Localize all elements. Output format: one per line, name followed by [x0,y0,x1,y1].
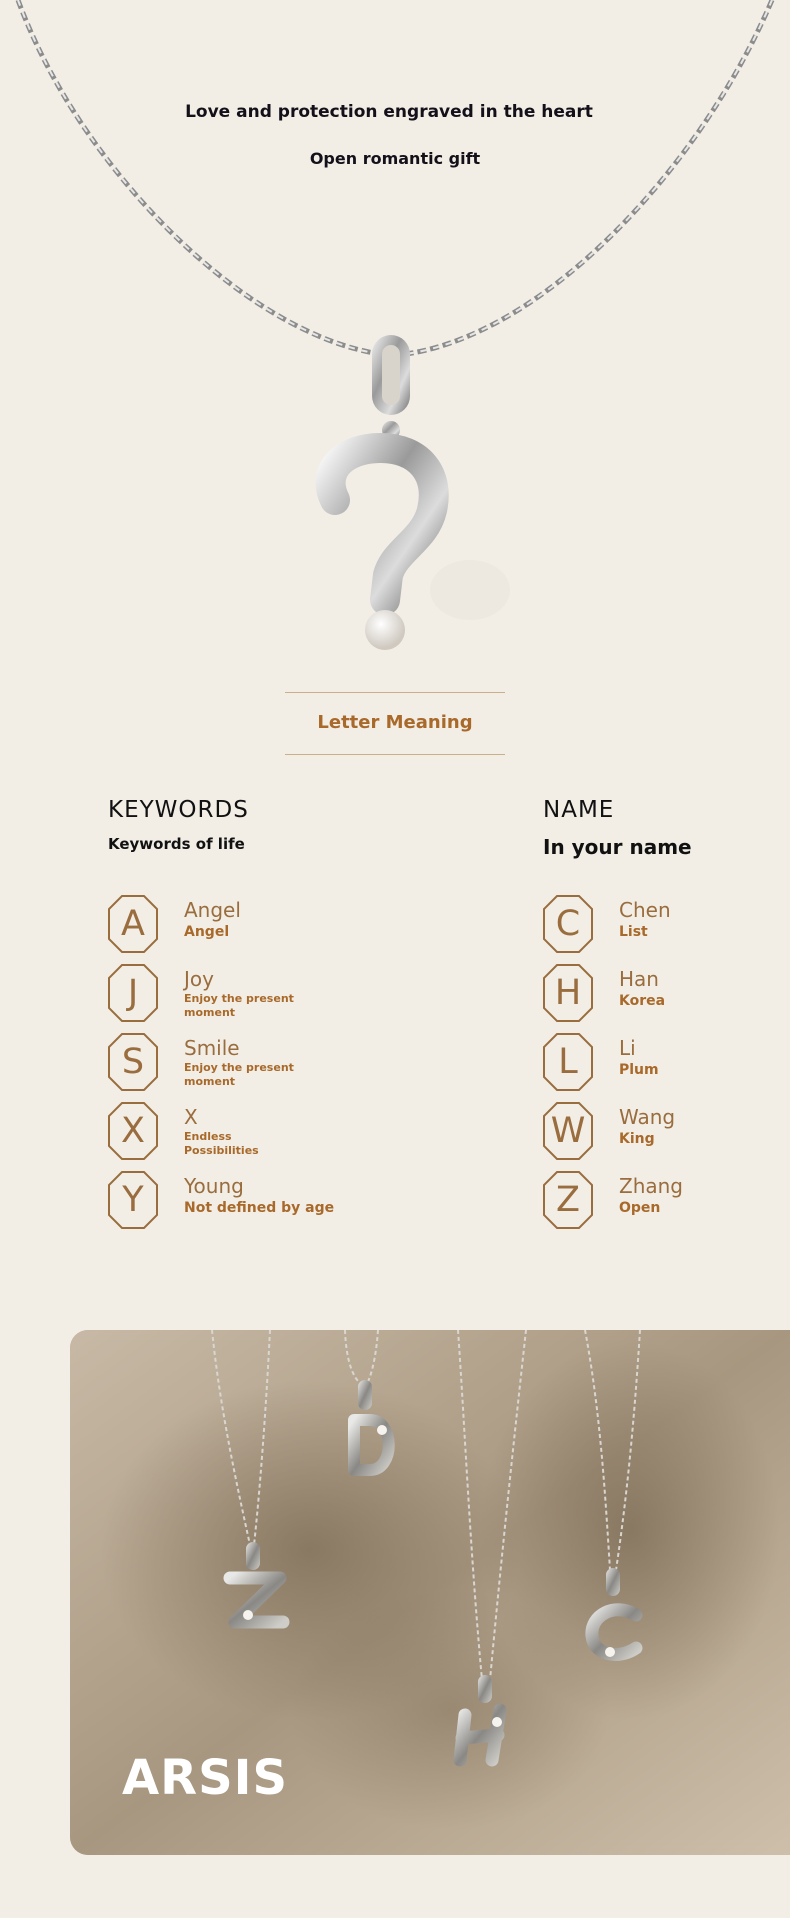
keywords-list [108,895,368,1240]
name-meaning: Korea [619,993,666,1009]
badge-letter: Y [122,1180,144,1220]
badge-letter: J [127,973,139,1013]
name-item-z [543,1171,790,1240]
keyword-meaning: Enjoy the present moment [184,1061,294,1088]
hero-section [0,0,790,680]
names-list [543,895,790,1240]
octagon-letter-badge-icon [108,1171,158,1229]
badge-letter: L [558,1042,578,1082]
hero-subline: Open romantic gift [309,149,481,168]
keyword-item-y [108,1171,368,1240]
hero-tagline: Love and protection engraved in the heart [185,102,593,122]
keywords-heading [108,797,249,853]
keyword-item-j [108,964,368,1033]
name-item-h [543,964,790,1033]
name-meaning: Open [619,1200,661,1216]
keyword-item-x [108,1102,368,1171]
name-meaning: List [619,924,648,940]
product-photo [70,1330,790,1855]
section-title: Letter Meaning [317,712,473,733]
letter-meaning-header [285,692,505,755]
octagon-letter-badge-icon [108,895,158,953]
name-word: Zhang [619,1174,684,1198]
octagon-letter-badge-icon [108,964,158,1022]
badge-letter: C [555,904,581,944]
divider [285,754,505,755]
keyword-item-a [108,895,368,964]
name-title: NAME [543,797,615,823]
name-word: Han [619,967,659,991]
octagon-letter-badge-icon [543,1102,593,1160]
octagon-letter-badge-icon [108,1033,158,1091]
octagon-letter-badge-icon [108,1102,158,1160]
name-item-c [543,895,790,964]
name-item-l [543,1033,790,1102]
octagon-letter-badge-icon [543,1033,593,1091]
keyword-word: Angel [184,898,241,922]
octagon-letter-badge-icon [543,895,593,953]
badge-letter: H [554,973,582,1013]
keyword-meaning: Angel [184,924,230,940]
badge-letter: X [121,1111,145,1151]
badge-letter: W [550,1111,586,1151]
name-subtitle: In your name [543,835,692,859]
brand-logo: ARSIS [122,1750,289,1806]
keywords-subtitle: Keywords of life [108,835,245,853]
octagon-letter-badge-icon [543,1171,593,1229]
name-item-w [543,1102,790,1171]
keyword-meaning: Not defined by age [184,1200,335,1216]
badge-letter: S [121,1042,145,1082]
name-meaning: Plum [619,1062,659,1078]
keyword-word: Young [184,1174,244,1198]
keyword-word: Smile [184,1036,240,1060]
name-heading [543,797,692,859]
keyword-meaning: Enjoy the present moment [184,992,294,1019]
keyword-meaning: Endless Possibilities [184,1130,259,1157]
name-word: Wang [619,1105,676,1129]
keyword-word: X [184,1105,198,1129]
keyword-item-s [108,1033,368,1102]
badge-letter: A [121,904,145,944]
name-word: Li [619,1036,636,1060]
name-meaning: King [619,1131,655,1147]
keyword-word: Joy [184,967,214,991]
badge-letter: Z [556,1180,580,1220]
keywords-title: KEYWORDS [108,797,249,823]
name-word: Chen [619,898,671,922]
octagon-letter-badge-icon [543,964,593,1022]
